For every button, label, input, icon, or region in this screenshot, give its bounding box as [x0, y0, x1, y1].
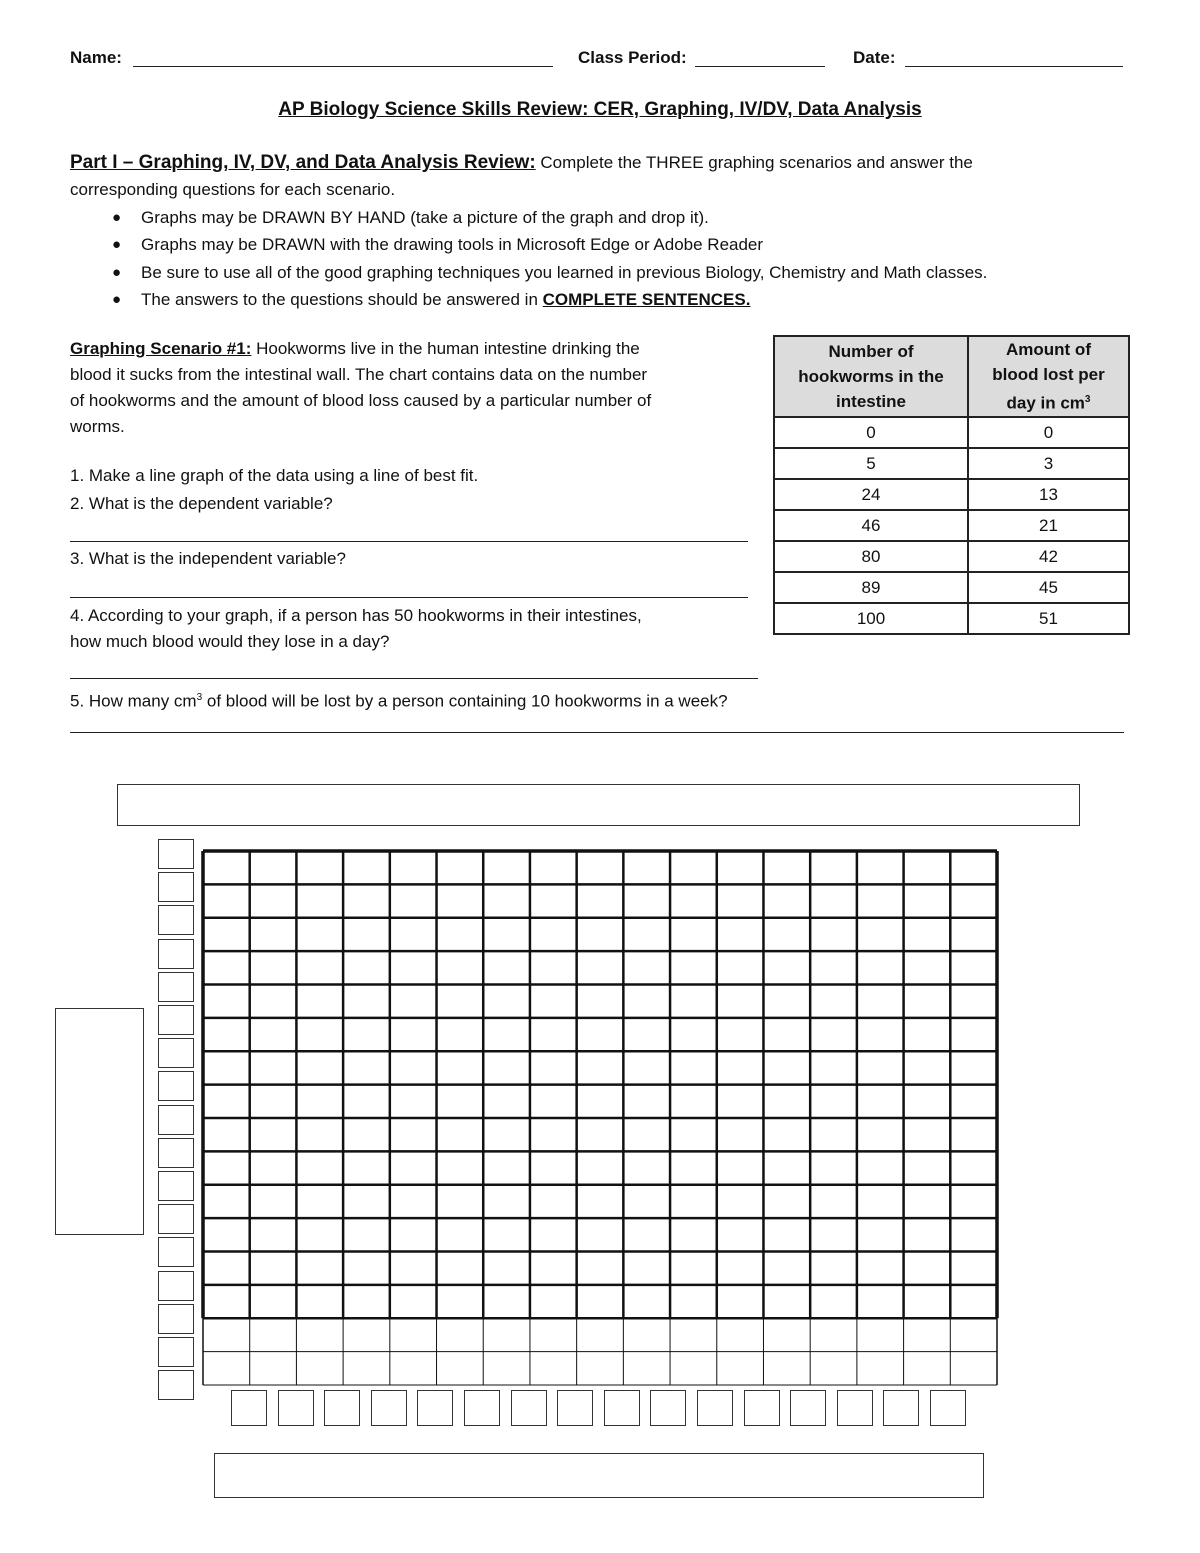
part1-intro-line2: corresponding questions for each scenario.	[70, 180, 396, 199]
bullet-dot-icon: ●	[112, 236, 122, 253]
question-5-suffix: of blood will be lost by a person containing 10 hookworms in a week?	[202, 691, 728, 711]
question-2: 2. What is the dependent variable?	[70, 494, 333, 513]
scenario1-desc-line4: worms.	[70, 417, 125, 436]
scenario1-desc-line3: of hookworms and the amount of blood loss caused by a particular number of	[70, 391, 652, 410]
bullet-3: Be sure to use all of the good graphing techniques you learned in previous Biology, Chemistry and Math classes.	[141, 263, 988, 282]
table-cell: 21	[968, 510, 1129, 541]
table-cell: 5	[774, 448, 968, 479]
table-cell: 45	[968, 572, 1129, 603]
scenario1-heading: Graphing Scenario #1:	[70, 339, 252, 358]
table-cell: 42	[968, 541, 1129, 572]
bullet-dot-icon: ●	[112, 291, 122, 308]
question-3: 3. What is the independent variable?	[70, 549, 346, 568]
table-cell: 24	[774, 479, 968, 510]
table-cell: 0	[968, 417, 1129, 448]
scenario1-desc-line1: Hookworms live in the human intestine drinking the	[251, 339, 640, 358]
part1-intro-line1: Complete the THREE graphing scenarios and answer the	[535, 153, 973, 172]
question-1: 1. Make a line graph of the data using a line of best fit.	[70, 466, 479, 485]
part1-heading: Part I – Graphing, IV, DV, and Data Analysis Review:	[70, 152, 536, 173]
question-5-sup: 3	[196, 692, 203, 703]
bullet-1: Graphs may be DRAWN BY HAND (take a picture of the graph and drop it).	[141, 208, 709, 227]
table-cell: 13	[968, 479, 1129, 510]
table-cell: 3	[968, 448, 1129, 479]
table-cell: 0	[774, 417, 968, 448]
date-label: Date:	[853, 48, 896, 67]
bullet-dot-icon: ●	[112, 264, 122, 281]
column-header-hookworms: Number of hookworms in the intestine	[774, 336, 968, 417]
question-4-line2: how much blood would they lose in a day?	[70, 632, 390, 651]
column-header-blood-lost: Amount of blood lost per day in $cm^3$	[968, 336, 1129, 417]
question-4-line1: 4. According to your graph, if a person has 50 hookworms in their intestines,	[70, 606, 642, 625]
class-period-label: Class Period:	[578, 48, 687, 67]
table-cell: 100	[774, 603, 968, 634]
bullet-dot-icon: ●	[112, 209, 122, 226]
question-5-prefix: 5. How many cm	[70, 691, 197, 711]
table-cell: 51	[968, 603, 1129, 634]
table-cell: 89	[774, 572, 968, 603]
bullet-4-emphasis: COMPLETE SENTENCES.	[542, 290, 751, 309]
page-title: AP Biology Science Skills Review: CER, Graphing, IV/DV, Data Analysis	[278, 99, 922, 120]
table-cell: 80	[774, 541, 968, 572]
bullet-2: Graphs may be DRAWN with the drawing tools in Microsoft Edge or Adobe Reader	[141, 235, 764, 254]
scenario1-desc-line2: blood it sucks from the intestinal wall. The chart contains data on the number	[70, 365, 648, 384]
name-label: Name:	[70, 48, 122, 67]
table-cell: 46	[774, 510, 968, 541]
bullet-4-text: The answers to the questions should be answered in	[141, 290, 543, 309]
